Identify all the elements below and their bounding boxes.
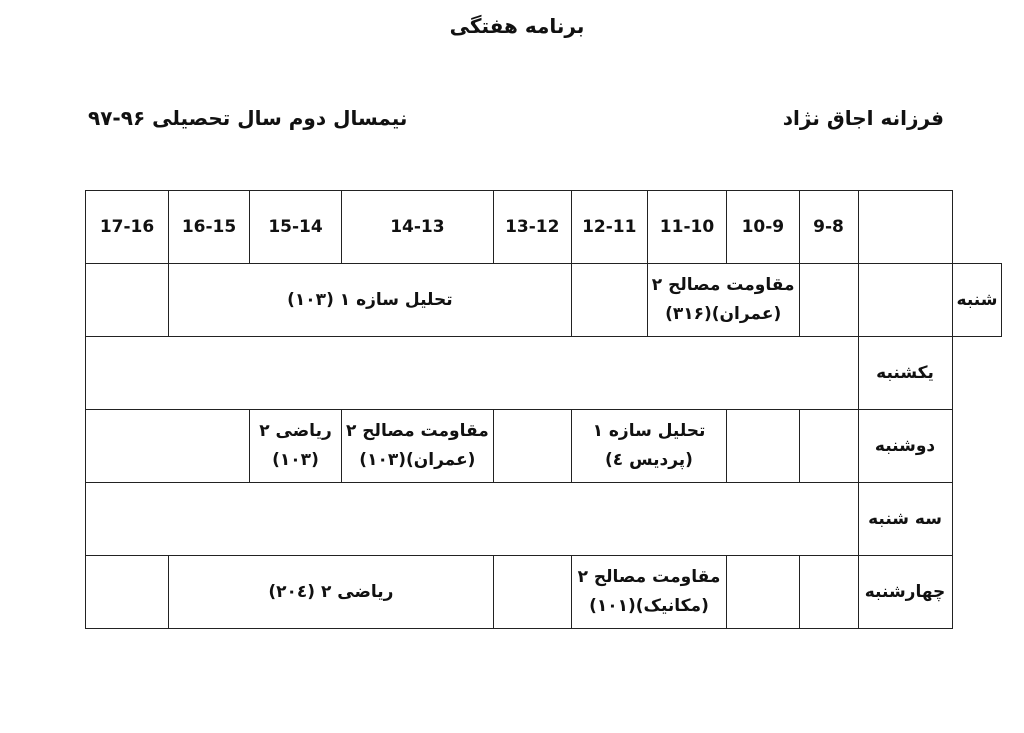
empty-cell [727,556,799,629]
day-label: چهارشنبه [858,556,952,629]
class-label: ریاضی ۲ [259,421,332,442]
empty-cell [86,483,859,556]
time-slot-header: 9-8 [799,191,858,264]
empty-cell [799,556,858,629]
row-saturday [86,264,1002,337]
class-room: (مکانیک)(۱۰۱) [589,596,709,616]
class-label: تحلیل سازه ۱ [592,421,706,442]
class-cell [342,410,494,483]
empty-cell [493,556,571,629]
schedule-table [85,190,1002,629]
empty-cell [727,410,799,483]
page-title: برنامه هفتگی [449,14,585,38]
day-label: شنبه [952,264,1002,337]
class-label: مقاومت مصالح ۲ [577,567,721,588]
class-cell [250,410,342,483]
empty-cell [86,337,859,410]
corner-cell [858,191,952,264]
row-monday [86,410,1002,483]
time-slot-header: 17-16 [86,191,169,264]
class-cell [571,410,726,483]
empty-cell [86,410,250,483]
empty-cell [799,410,858,483]
class-room: (۱۰۳) [272,450,319,470]
empty-cell [571,264,647,337]
empty-cell [493,410,571,483]
time-slot-header: 11-10 [647,191,726,264]
class-cell [169,556,494,629]
time-slot-header: 16-15 [169,191,250,264]
row-wednesday [86,556,1002,629]
row-sunday [86,337,1002,410]
time-slot-header: 13-12 [493,191,571,264]
header-row [86,191,1002,264]
class-label: ریاضی ۲ (۲۰٤) [268,581,394,602]
row-tuesday [86,483,1002,556]
class-room: (پردیس ٤) [605,450,693,470]
empty-cell [86,264,169,337]
time-slot-header: 14-13 [342,191,494,264]
class-label: مقاومت مصالح ۲ [651,275,795,296]
time-slot-header: 15-14 [250,191,342,264]
class-cell [571,556,726,629]
time-slot-header: 10-9 [727,191,799,264]
day-label: یکشنبه [858,337,952,410]
class-cell [647,264,799,337]
empty-cell [799,264,858,337]
day-label: دوشنبه [858,410,952,483]
empty-cell [86,556,169,629]
class-room: (عمران)(۱۰۳) [359,450,476,470]
semester-label: نیمسال دوم سال تحصیلی ۹۶-۹۷ [88,106,408,130]
time-slot-header: 12-11 [571,191,647,264]
class-room: (عمران)(۳۱۶) [665,304,782,324]
student-name: فرزانه اجاق نژاد [782,106,944,130]
class-label: مقاومت مصالح ۲ [346,421,489,442]
empty-cell [858,264,952,337]
class-label: تحلیل سازه ۱ (۱۰۳) [287,289,453,310]
class-cell [169,264,572,337]
day-label: سه شنبه [858,483,952,556]
